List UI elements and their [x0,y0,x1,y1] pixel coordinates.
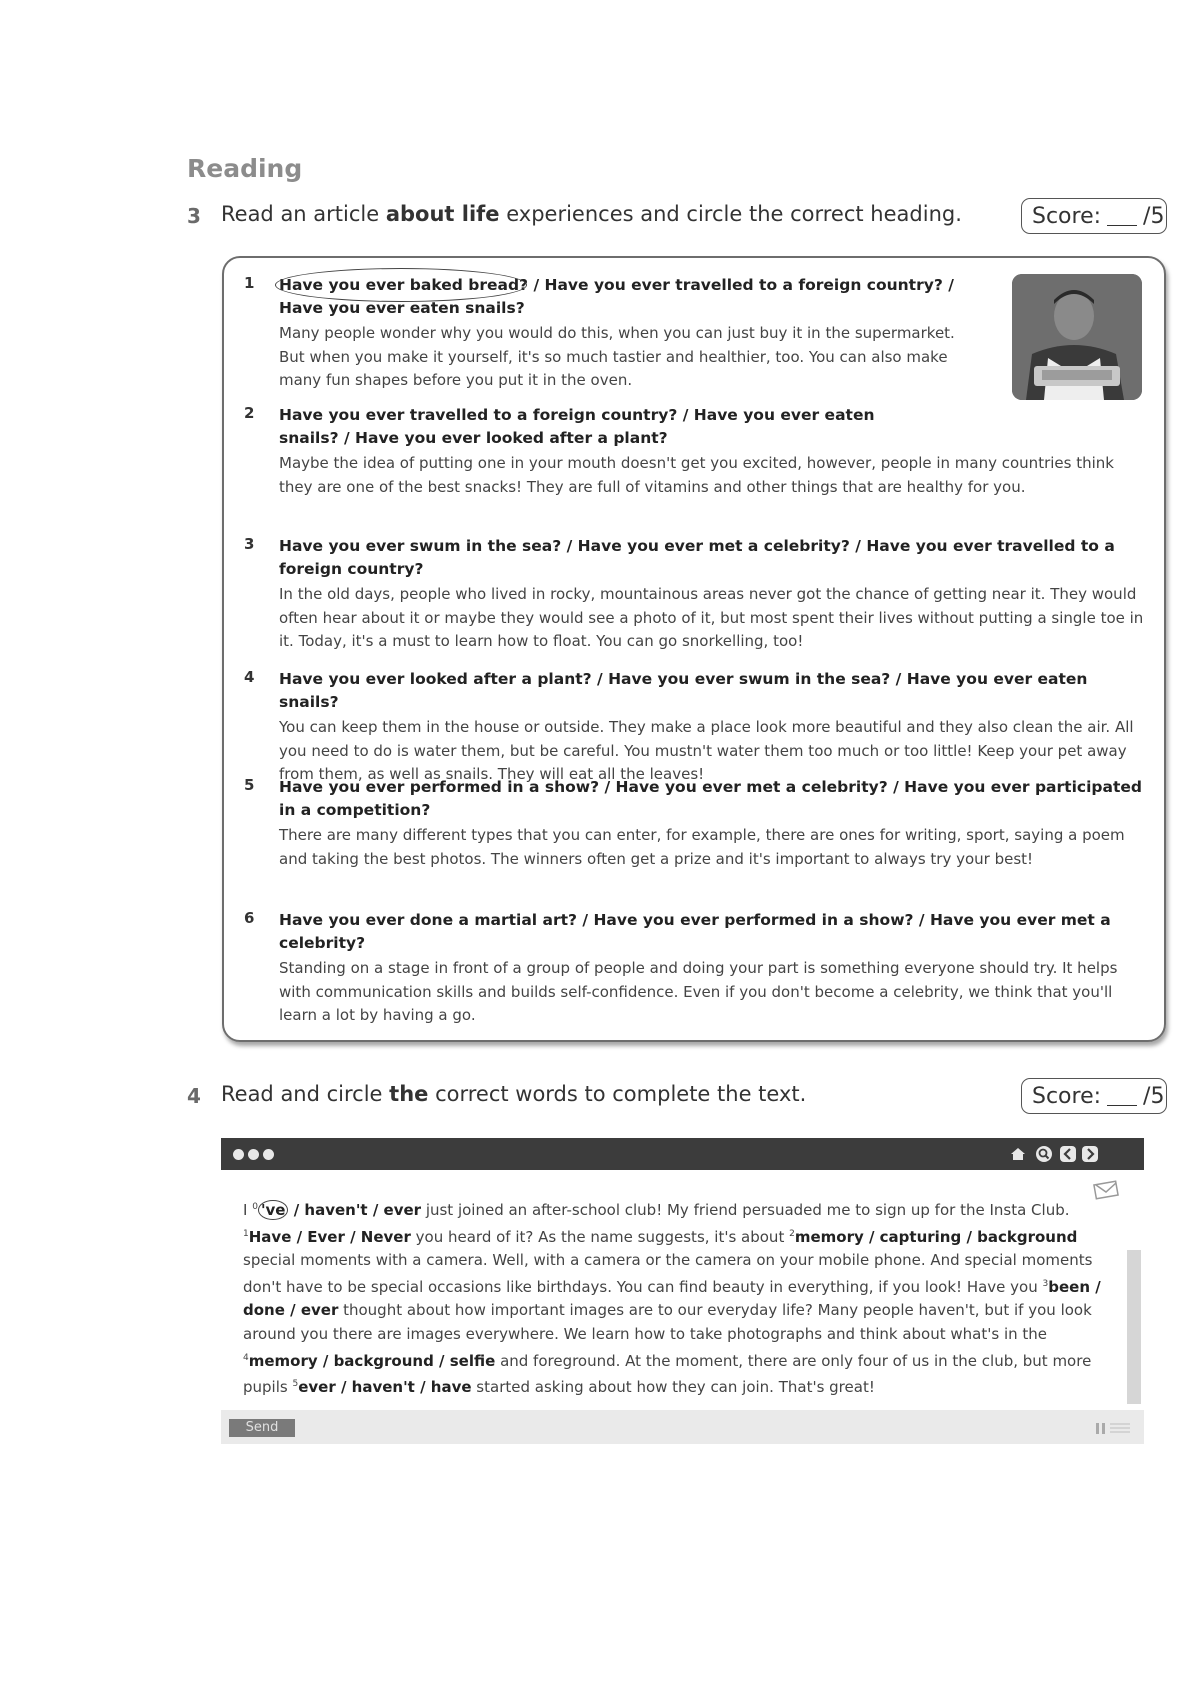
article-box [222,256,1166,1042]
exercise-instruction: Read and circle the correct words to complete the text. [221,1082,807,1106]
item-body: Standing on a stage in front of a group of people and doing your part is something everyone should try. It helps with communication skills and builds self-confidence. Even if you don't become a celebrity, we think that you'll learn a lot by having a go. [279,959,1118,1024]
item-body: Many people wonder why you would do this, when you can just buy it in the supermarket. But when you make it yourself, it's so much tastier and healthier, too. You can also make many fun shapes before you put it in the oven. [279,324,955,389]
item-heading-options[interactable]: Have you ever looked after a plant? / Have you ever swum in the sea? / Have you ever eaten snails? [279,670,1088,711]
message-app-window [221,1138,1144,1444]
app-bottom-bar [221,1410,1144,1444]
score-box[interactable] [1021,198,1167,234]
answer-circle-mark [275,268,527,302]
app-titlebar [221,1138,1144,1170]
score-label: Score: [1032,1083,1102,1109]
exercise-number: 3 [187,204,201,228]
article-item-6 [244,909,1144,1028]
window-dot-icon[interactable] [233,1149,244,1160]
gap-2-options[interactable]: memory / capturing / background [794,1227,1078,1246]
score-blank[interactable] [1107,207,1137,226]
answer-circle-mark: 've [258,1200,289,1220]
item-number: 6 [244,909,255,927]
item-number: 5 [244,776,255,794]
item-body: There are many different types that you can enter, for example, there are ones for writing, sport, saying a poem and taking the best photos. The winners often get a prize and it's important to always try your best! [279,826,1125,868]
exercise-3-header [187,198,1167,238]
gap-1-options[interactable]: Have / Ever / Never [248,1227,411,1246]
gap-3-options[interactable]: been / done / ever [243,1277,1101,1320]
window-dot-icon[interactable] [263,1149,274,1160]
item-body: Maybe the idea of putting one in your mouth doesn't get you excited, however, people in many countries think they are one of the best snacks! They are full of vitamins and other things that are healthy for you. [279,454,1114,496]
item-number: 4 [244,668,255,686]
gap-4-options[interactable]: memory / background / selfie [248,1351,496,1370]
item-body: In the old days, people who lived in rocky, mountainous areas never got the chance of getting near it. They would often hear about it or maybe they would see a photo of it, but most spent their lives without putting a single toe in it. Today, it's a must to learn how to float. You can go snorkelling, too! [279,585,1144,650]
item-number: 2 [244,404,255,422]
section-title: Reading [187,154,303,183]
article-item-5 [244,776,1144,871]
item-number: 1 [244,274,255,292]
back-arrow-icon[interactable] [1059,1145,1077,1163]
item-body: You can keep them in the house or outside. They make a place look more beautiful and they also clean the air. All you need to do is water them, but be careful. You mustn't water them too much or too little! Keep your pet away from them, as well as snails. They will eat all the leaves! [279,718,1134,783]
home-icon[interactable] [1009,1145,1027,1163]
item-heading-options[interactable]: Have you ever travelled to a foreign country? / Have you ever eaten snails? / Have you ever looked after a plant? [279,406,875,447]
score-total: /5 [1143,203,1165,229]
message-content [221,1170,1144,1410]
item-heading-options[interactable]: Have you ever done a martial art? / Have you ever performed in a show? / Have you ever met a celebrity? [279,911,1111,952]
item-heading-options[interactable]: Have you ever swum in the sea? / Have you ever met a celebrity? / Have you ever travelled to a foreign country? [279,537,1115,578]
article-item-2 [244,404,1144,499]
message-text: I $^0$ 've / haven't / ever just joined an after-school club! My friend persuaded me to sign up for the Insta Club. $^1$Have / Ever / Never you heard of it? As the name suggests, it's about $^2$memory / capturing / background special moments with a camera. Well, with a camera or the camera on your mobile phone. And special moments don't have to be special occasions like birthdays. You can find beauty in everything, if you look! Have you $^3$been / done / ever thought about how important images are to our everyday life? Many people haven't, but if you look around you there are images everywhere. We learn how to take photographs and think about what's in the $^4$memory / background / selfie and foreground. At the moment, there are only four of us in the club, but more pupils $^5$ever / haven't / have started asking about how they can join. That's great! [243,1201,1101,1397]
send-button[interactable]: Send [229,1419,295,1437]
item-heading-options[interactable]: Have you ever performed in a show? / Have you ever met a celebrity? / Have you ever participated in a competition? [279,778,1142,819]
item-heading-options[interactable]: Have you ever baked bread? / Have you ever travelled to a foreign country? / Have you ever eaten snails? [279,276,954,317]
article-item-3 [244,535,1144,654]
article-item-4 [244,668,1144,787]
search-icon[interactable] [1035,1145,1053,1163]
score-total: /5 [1143,1083,1165,1109]
forward-arrow-icon[interactable] [1081,1145,1099,1163]
exercise-instruction: Read an article about life experiences and circle the correct heading. [221,202,962,226]
score-blank[interactable] [1107,1087,1137,1106]
item-number: 3 [244,535,255,553]
score-label: Score: [1032,203,1102,229]
exercise-4-header [187,1078,1167,1118]
window-dot-icon[interactable] [248,1149,259,1160]
gap-5-options[interactable]: ever / haven't / have [298,1378,472,1397]
menu-icon[interactable] [1094,1420,1134,1436]
gap-0-options[interactable]: 've / haven't / ever [258,1200,421,1220]
exercise-number: 4 [187,1084,201,1108]
scrollbar[interactable] [1127,1250,1141,1404]
score-box[interactable] [1021,1078,1167,1114]
article-item-1 [244,274,1144,393]
